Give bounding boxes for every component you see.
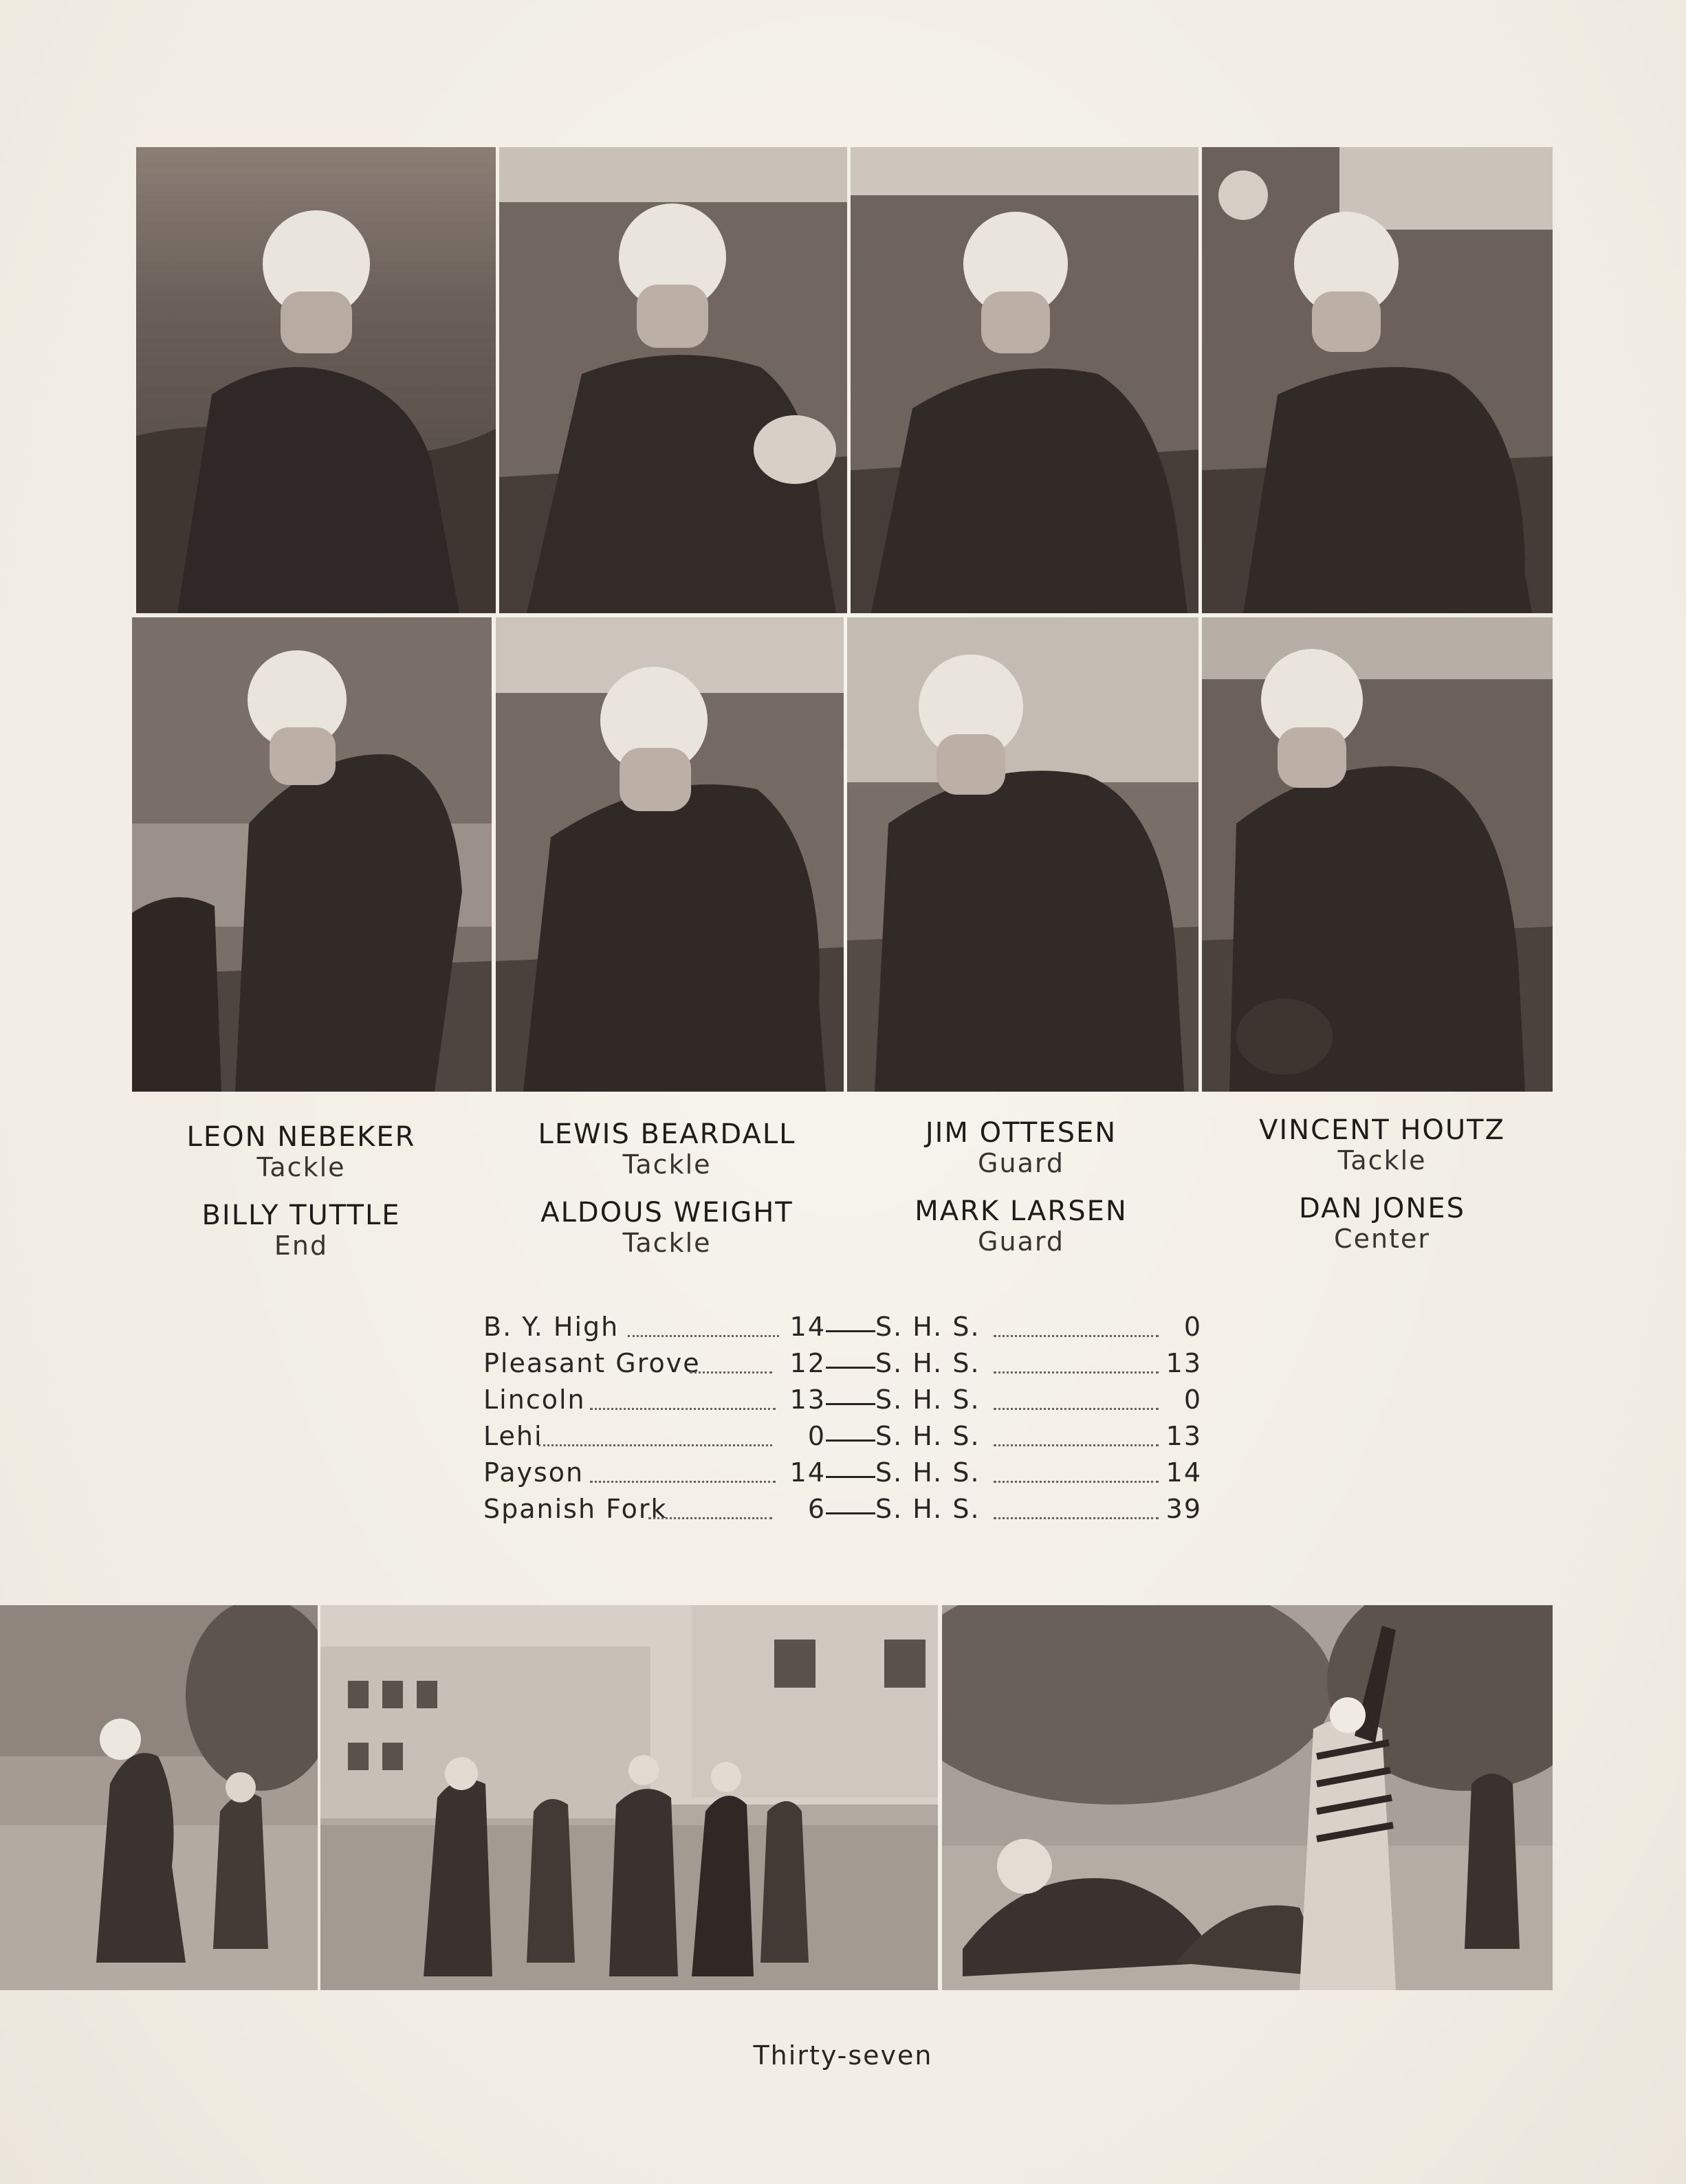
opponent-name: Lincoln	[483, 1385, 586, 1415]
opponent-score: 0	[807, 1421, 826, 1451]
score-row	[483, 1312, 1202, 1348]
player-name: LEON NEBEKER	[186, 1121, 416, 1153]
school-score: 13	[1165, 1348, 1202, 1378]
score-row	[483, 1348, 1202, 1385]
player-position: End	[274, 1231, 329, 1261]
action-photo-game-field	[320, 1605, 938, 1990]
player-name: MARK LARSEN	[915, 1195, 1128, 1227]
caption-column-4	[1238, 1115, 1526, 1254]
caption-column-2	[523, 1119, 811, 1258]
school-name: S. H. S.	[875, 1312, 981, 1342]
opponent-name: Pleasant Grove	[483, 1348, 701, 1378]
school-name: S. H. S.	[875, 1421, 981, 1451]
player-photo-vincent-houtz	[1202, 147, 1553, 613]
player-position: Center	[1334, 1224, 1430, 1254]
player-name: JIM OTTESEN	[925, 1117, 1117, 1149]
action-photo-ball-carrier	[0, 1605, 318, 1990]
score-row	[483, 1457, 1202, 1494]
school-score: 14	[1165, 1457, 1202, 1488]
school-name: S. H. S.	[875, 1385, 981, 1415]
player-position: Tackle	[256, 1152, 346, 1182]
opponent-name: Spanish Fork	[483, 1494, 668, 1524]
season-scores	[483, 1312, 1202, 1530]
score-row	[483, 1494, 1202, 1530]
score-row	[483, 1385, 1202, 1421]
player-photo-mark-larsen	[847, 617, 1198, 1092]
opponent-score: 14	[789, 1312, 826, 1342]
school-score: 39	[1165, 1494, 1202, 1524]
opponent-name: B. Y. High	[483, 1312, 620, 1342]
school-name: S. H. S.	[875, 1494, 981, 1524]
opponent-score: 12	[789, 1348, 826, 1378]
opponent-name: Lehi	[483, 1421, 543, 1451]
opponent-score: 6	[807, 1494, 826, 1524]
player-photo-leon-nebeker	[136, 147, 496, 613]
player-position: Tackle	[622, 1228, 712, 1258]
player-name: LEWIS BEARDALL	[538, 1118, 796, 1150]
score-row	[483, 1421, 1202, 1457]
player-position: Guard	[978, 1226, 1064, 1257]
school-name: S. H. S.	[875, 1457, 981, 1488]
player-photo-billy-tuttle	[132, 617, 492, 1092]
page-number: Thirty-seven	[753, 2040, 933, 2071]
opponent-score: 14	[789, 1457, 826, 1488]
player-photo-aldous-weight	[496, 617, 844, 1092]
player-position: Tackle	[1337, 1145, 1427, 1176]
school-score: 0	[1183, 1385, 1202, 1415]
opponent-name: Payson	[483, 1457, 584, 1488]
player-photo-jim-ottesen	[851, 147, 1198, 613]
caption-column-1	[171, 1122, 432, 1261]
school-score: 0	[1183, 1312, 1202, 1342]
player-name: DAN JONES	[1299, 1193, 1465, 1224]
player-position: Guard	[978, 1148, 1064, 1178]
player-name: BILLY TUTTLE	[201, 1200, 401, 1231]
player-name: ALDOUS WEIGHT	[540, 1197, 793, 1228]
player-photo-lewis-beardall	[499, 147, 847, 613]
player-name: VINCENT HOUTZ	[1258, 1114, 1506, 1146]
action-photo-referee	[942, 1605, 1553, 1990]
school-name: S. H. S.	[875, 1348, 981, 1378]
player-photo-dan-jones	[1202, 617, 1553, 1092]
player-position: Tackle	[622, 1149, 712, 1180]
school-score: 13	[1165, 1421, 1202, 1451]
caption-column-3	[887, 1118, 1155, 1257]
opponent-score: 13	[789, 1385, 826, 1415]
